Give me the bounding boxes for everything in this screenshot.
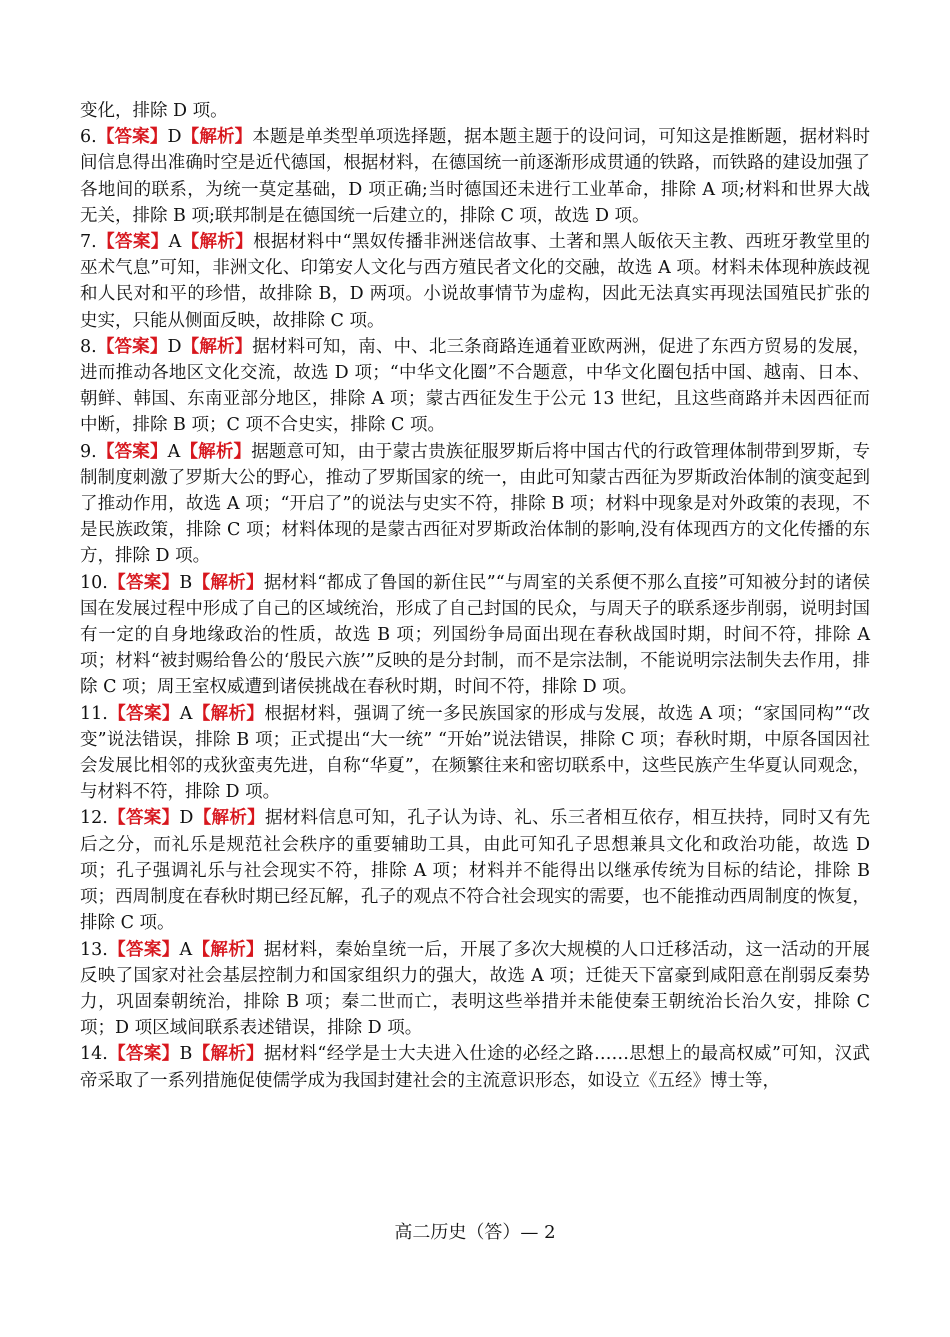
answer-choice: D [167, 127, 182, 148]
item-number: 7. [80, 232, 97, 253]
answer-choice: D [179, 808, 194, 829]
answer-label: 【答案】 [107, 808, 180, 829]
answer-item-12 [80, 805, 870, 936]
analysis-text: 根据材料，强调了统一多民族国家的形成与发展，故选 A 项；“家国同构”“改变”说法错误，排除 B 项；正式提出“大一统” “开始”说法错误，排除 C 项；春秋时期，中原各国因社会发展比相邻的戎狄蛮夷先进，自称“华夏”，在频繁往来和密切联系中，这些民族产生华夏认同观念，与材料不符，排除 D 项。 [80, 703, 871, 803]
answer-choice: A [179, 939, 193, 960]
answer-choice: A [167, 441, 181, 462]
analysis-text: 据材料信息可知，孔子认为诗、礼、乐三者相互依存，相互扶持，同时又有先后之分，而礼乐是规范社会秩序的重要辅助工具，由此可知孔子思想兼具文化和政治功能，故选 D 项；孔子强调礼乐与社会现实不符，排除 A 项；材料并不能得出以继承传统为目标的结论，排除 B 项；西周制度在春秋时期已经瓦解，孔子的观点不符合社会现实的需要，也不能推动西周制度的恢复，排除 C 项。 [80, 808, 871, 934]
answer-label: 【答案】 [107, 1044, 180, 1065]
answer-label: 【答案】 [96, 127, 168, 148]
analysis-text: 据材料“经学是士大夫进入仕途的必经之路……思想上的最高权威”可知，汉武帝采取了一系列措施促使儒学成为我国封建社会的主流意识形态，如设立《五经》博士等， [80, 1044, 871, 1091]
answer-choice: D [167, 336, 182, 357]
answer-item-14 [80, 1041, 870, 1093]
analysis-text: 根据材料中“黑奴传播非洲迷信故事、土著和黑人皈依天主教、西班牙教堂里的巫术气息”可知，非洲文化、印第安人文化与西方殖民者文化的交融，故选 A 项。材料未体现种族歧视和人民对和平的珍惜，故排除 B，D 两项。小说故事情节为虚构，因此无法真实再现法国殖民扩张的史实，只能从侧面反映，故排除 C 项。 [80, 232, 871, 331]
answer-item-11 [80, 701, 870, 806]
page-footer: 高二历史（答）— 2 [394, 1222, 556, 1243]
analysis-label: 【解析】 [192, 1044, 264, 1065]
answer-label: 【答案】 [107, 939, 180, 960]
answer-item-7 [80, 229, 870, 334]
analysis-label: 【解析】 [181, 127, 253, 148]
analysis-text: 据题意可知，由于蒙古贵族征服罗斯后将中国古代的行政管理体制带到罗斯，专制制度刺激了罗斯大公的野心，推动了罗斯国家的统一，由此可知蒙古西征为罗斯政治体制的演变起到了推动作用，故选 A 项；“开启了”的说法与史实不符，排除 B 项；材料中现象是对外政策的表现，不是民族政策，排除 C 项；材料体现的是蒙古西征对罗斯政治体制的影响,没有体现西方的文化传播的东方，排除 D 项。 [80, 441, 871, 567]
answer-choice: A [168, 232, 182, 253]
item-number: 12. [80, 808, 108, 829]
analysis-label: 【解析】 [192, 939, 264, 960]
intro-continuation: 变化，排除 D 项。 [80, 101, 228, 121]
answer-sheet-body [80, 98, 870, 1094]
answer-item-6 [80, 124, 870, 229]
answer-item-10 [80, 570, 870, 701]
answer-choice: B [179, 1044, 193, 1065]
answer-label: 【答案】 [96, 336, 168, 357]
analysis-label: 【解析】 [192, 703, 265, 724]
answer-label: 【答案】 [107, 703, 180, 724]
answer-label: 【答案】 [96, 232, 169, 253]
analysis-text: 本题是单类型单项选择题，据本题主题于的设问词，可知这是推断题，据材料时间信息得出准确时空是近代德国，根据材料，在德国统一前逐渐形成贯通的铁路，而铁路的建设加强了各地间的联系，为统一莫定基础，D 项正确;当时德国还未进行工业革命，排除 A 项;材料和世界大战无关，排除 B 项;联邦制是在德国统一后建立的，排除 C 项，故选 D 项。 [80, 127, 871, 226]
item-number: 9. [80, 441, 97, 462]
answer-item-9 [80, 439, 870, 570]
analysis-text: 据材料，秦始皇统一后，开展了多次大规模的人口迁移活动，这一活动的开展反映了国家对社会基层控制力和国家组织力的强大，故选 A 项；迁徙天下富豪到咸阳意在削弱反秦势力，巩固秦朝统治，排除 B 项；秦二世而亡，表明这些举措并未能使秦王朝统治长治久安，排除 C 项；D 项区域间联系表述错误，排除 D 项。 [80, 939, 871, 1039]
answer-choice: A [179, 703, 193, 724]
item-number: 8. [80, 336, 97, 357]
item-number: 6. [80, 127, 97, 148]
analysis-label: 【解析】 [192, 572, 264, 593]
answer-choice: B [179, 572, 193, 593]
analysis-label: 【解析】 [181, 232, 254, 253]
item-number: 13. [80, 939, 108, 960]
item-number: 11. [80, 703, 108, 724]
answer-item-8 [80, 334, 870, 439]
analysis-text: 据材料可知，南、中、北三条商路连通着亚欧两洲，促进了东西方贸易的发展，进而推动各地区文化交流，故选 D 项；“中华文化圈”不合题意，中华文化圈包括中国、越南、日本、朝鲜、韩国、东南亚部分地区，排除 A 项；蒙古西征发生于公元 13 世纪，且这些商路并未因西征而中断，排除 B 项；C 项不合史实，排除 C 项。 [80, 336, 871, 436]
analysis-text: 据材料“都成了鲁国的新住民”“与周室的关系便不那么直接”可知被分封的诸侯国在发展过程中形成了自己的区域统治，形成了自己封国的民众，与周天子的联系逐步削弱，说明封国有一定的自身地缘政治的性质，故选 B 项；列国纷争局面出现在春秋战国时期，时间不符，排除 A 项；材料“被封赐给鲁公的‘殷民六族’”反映的是分封制，而不是宗法制，不能说明宗法制失去作用，排除 C 项；周王室权威遭到诸侯挑战在春秋时期，时间不符，排除 D 项。 [80, 572, 871, 698]
analysis-label: 【解析】 [180, 441, 252, 462]
analysis-label: 【解析】 [193, 808, 265, 829]
answer-item-13 [80, 937, 870, 1042]
item-number: 14. [80, 1044, 108, 1065]
answer-label: 【答案】 [107, 572, 180, 593]
answer-label: 【答案】 [96, 441, 168, 462]
item-number: 10. [80, 572, 108, 593]
analysis-label: 【解析】 [181, 336, 253, 357]
